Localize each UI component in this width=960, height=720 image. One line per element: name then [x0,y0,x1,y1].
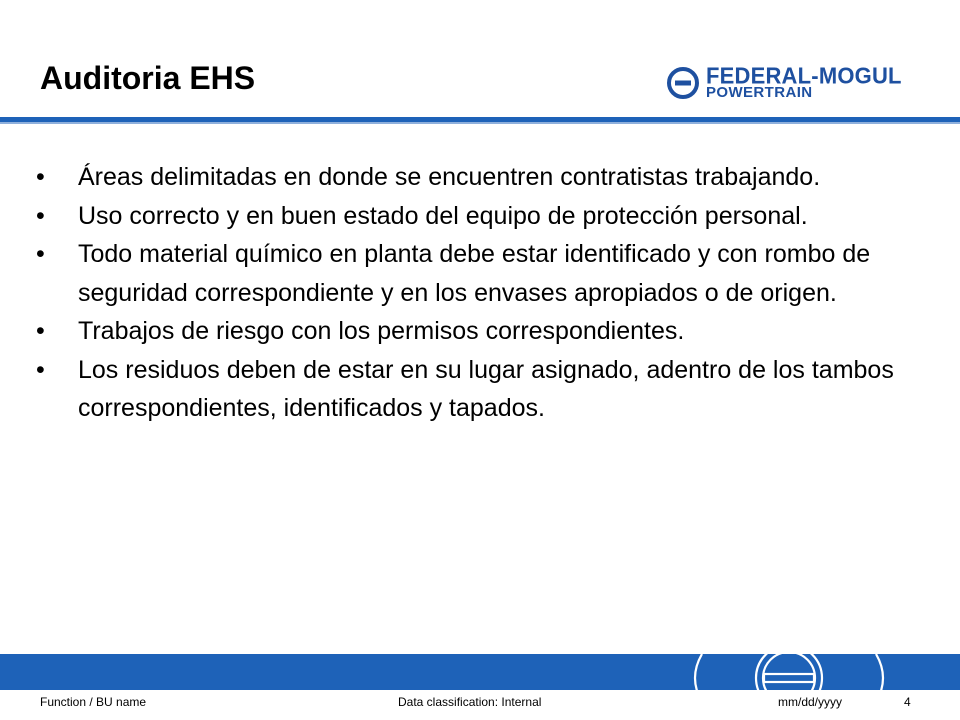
bullet-item [36,235,916,312]
logo-watermark-icon [680,654,900,690]
company-logo [666,63,956,103]
bullet-dot-icon: • [36,163,45,191]
footer-date: mm/dd/yyyy [778,695,843,709]
bullet-text: Áreas delimitadas en donde se encuentren contratistas trabajando. [78,163,821,191]
slide-title: Auditoria EHS [40,60,256,96]
header-rule-accent [0,122,960,124]
footer-page-number: 4 [904,695,911,709]
bullet-list [36,158,916,428]
footer-function: Function / BU name [40,695,147,709]
logo-wordmark-line1: FEDERAL-MOGUL [706,62,902,89]
federal-mogul-logo-mark-icon [666,66,700,100]
bullet-dot-icon: • [36,201,45,230]
logo-wordmark-line2: POWERTRAIN [706,84,813,101]
bullet-text: Los residuos deben de estar en su lugar asignado, adentro de los tambos correspondientes, identificados y tapados. [78,355,894,422]
bullet-item [36,312,916,351]
footer [0,690,960,720]
bullet-text: Trabajos de riesgo con los permisos correspondientes. [78,317,685,345]
footer-band [0,654,960,690]
bullet-item [36,197,916,236]
bullet-text: Uso correcto y en buen estado del equipo de protección personal. [78,201,808,230]
bullet-dot-icon: • [36,240,45,268]
bullet-text: Todo material químico en planta debe estar identificado y con rombo de seguridad correspondiente y en los envases apropiados o de origen. [78,240,871,307]
bullet-item [36,158,916,197]
footer-classification: Data classification: Internal [398,695,542,709]
bullet-item [36,351,916,428]
bullet-dot-icon: • [36,355,45,384]
bullet-dot-icon: • [36,317,45,345]
